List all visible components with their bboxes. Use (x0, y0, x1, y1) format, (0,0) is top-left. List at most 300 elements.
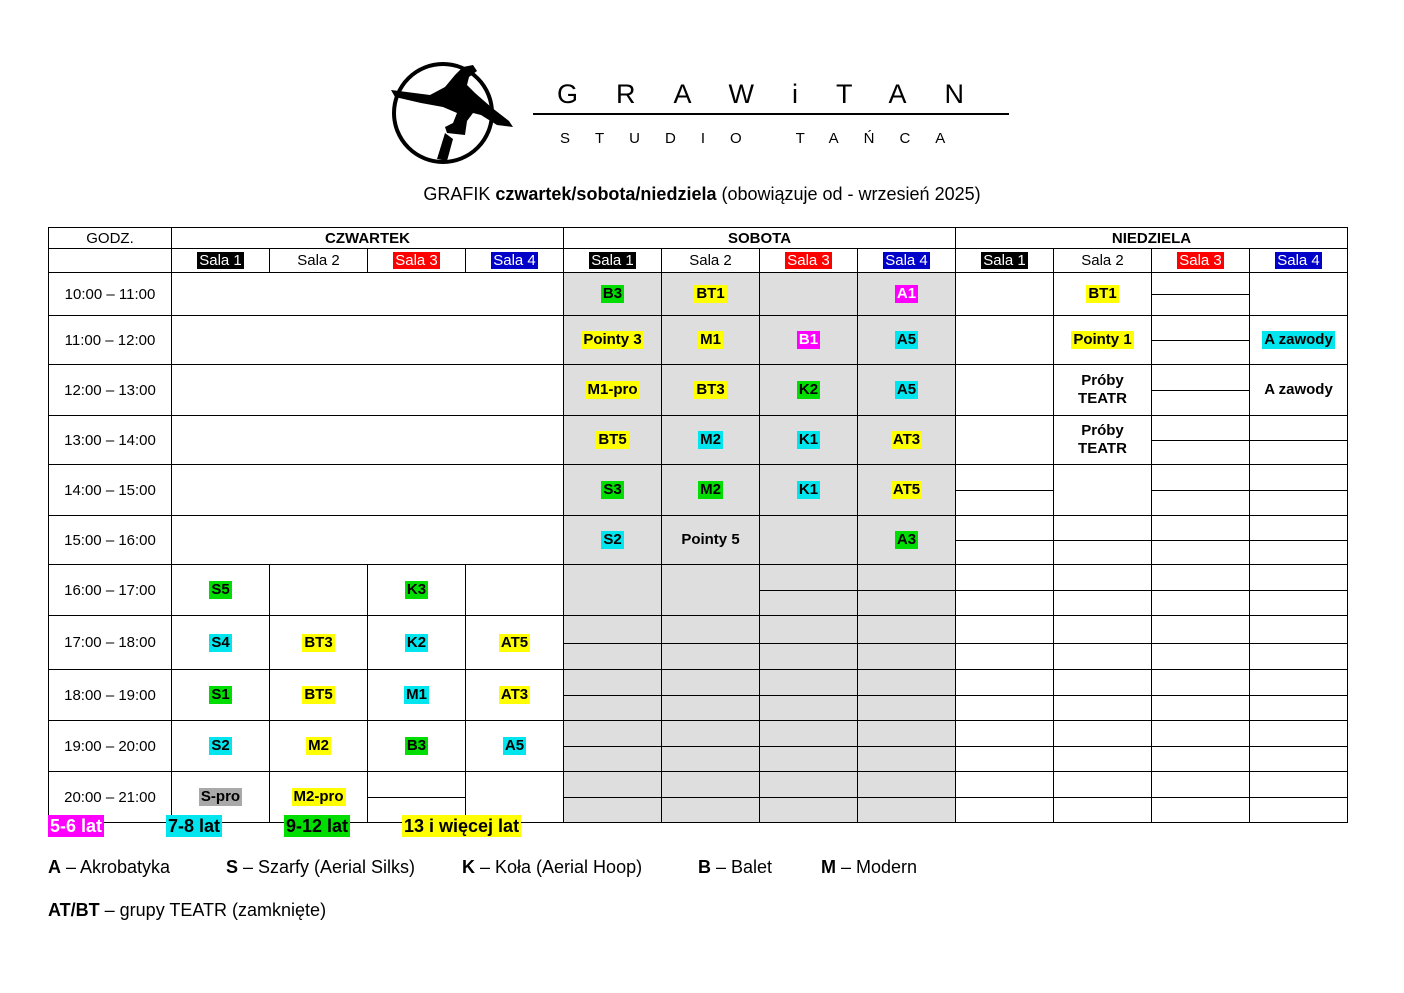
class-badge: K3 (406, 581, 427, 598)
age-9-12-badge: 9-12 lat (286, 816, 349, 836)
class-badge: Pointy 3 (583, 331, 642, 348)
schedule-cell (858, 616, 956, 670)
split-line (1054, 540, 1151, 541)
sala-label: Sala 1 (983, 252, 1026, 269)
split-line (564, 746, 661, 747)
split-cell (956, 772, 1053, 822)
schedule-cell (858, 772, 956, 823)
class-badge: BT5 (304, 686, 333, 703)
split-cell (1250, 670, 1347, 720)
legend-modern (821, 857, 917, 878)
schedule-cell (1054, 316, 1152, 365)
class-badge: AT3 (892, 431, 921, 448)
legend-teatr (48, 900, 326, 921)
split-line (1054, 746, 1151, 747)
sala-header-thursday-2 (270, 249, 368, 273)
schedule-cell (956, 772, 1054, 823)
schedule-cell (956, 465, 1054, 516)
split-cell (858, 565, 955, 615)
schedule-cell (956, 273, 1054, 316)
legend-code: K (462, 857, 475, 877)
split-cell (1152, 616, 1249, 669)
schedule-cell (662, 721, 760, 772)
schedule-cell (662, 670, 760, 721)
age-legend (48, 815, 748, 837)
split-cell (564, 670, 661, 720)
class-badge: Pointy 1 (1073, 331, 1132, 348)
class-badge: A5 (504, 737, 525, 754)
schedule-cell (1152, 465, 1250, 516)
schedule-cell (1250, 516, 1348, 565)
split-cell (1054, 670, 1151, 720)
schedule-cell (662, 316, 760, 365)
split-line (1152, 540, 1249, 541)
schedule-cell (1054, 365, 1152, 416)
schedule-cell (956, 616, 1054, 670)
split-line (956, 590, 1053, 591)
schedule-cell (564, 565, 662, 616)
split-line (1152, 643, 1249, 644)
schedule-cell (564, 465, 662, 516)
split-cell (662, 670, 759, 720)
schedule-cell (1250, 616, 1348, 670)
sala-header-saturday-4 (858, 249, 956, 273)
sala-header-empty (49, 249, 172, 273)
class-badge: A1 (896, 285, 917, 302)
split-cell (1250, 465, 1347, 515)
schedule-cell (760, 465, 858, 516)
sala-header-saturday-3 (760, 249, 858, 273)
schedule-cell (1250, 316, 1348, 365)
schedule-cell (1054, 670, 1152, 721)
schedule-table (48, 227, 1348, 823)
schedule-cell (466, 721, 564, 772)
schedule-cell (760, 772, 858, 823)
schedule-cell (956, 721, 1054, 772)
split-line (1250, 695, 1347, 696)
schedule-cell (760, 516, 858, 565)
split-cell (662, 721, 759, 771)
schedule-cell (662, 565, 760, 616)
schedule-cell (1250, 565, 1348, 616)
sala-header-thursday-3 (368, 249, 466, 273)
schedule-cell (662, 465, 760, 516)
split-cell (956, 616, 1053, 669)
title-prefix: GRAFIK (423, 184, 496, 204)
split-line (956, 797, 1053, 798)
schedule-cell (1152, 316, 1250, 365)
sala-header-thursday-1 (172, 249, 270, 273)
title-days: czwartek/sobota/niedziela (495, 184, 717, 204)
split-line (1250, 540, 1347, 541)
split-cell (1250, 721, 1347, 771)
class-badge: B3 (406, 737, 427, 754)
split-line (1152, 695, 1249, 696)
schedule-cell (172, 670, 270, 721)
schedule-cell (1152, 565, 1250, 616)
schedule-cell (1054, 516, 1152, 565)
table-row (49, 365, 1348, 416)
split-cell (1054, 616, 1151, 669)
table-row (49, 516, 1348, 565)
split-line (760, 797, 857, 798)
split-line (662, 695, 759, 696)
legend-code: S (226, 857, 239, 877)
split-line (858, 643, 955, 644)
schedule-cell (858, 516, 956, 565)
schedule-cell (1250, 273, 1348, 316)
schedule-cell (1054, 273, 1152, 316)
time-cell: 11:00 – 12:00 (49, 316, 172, 365)
sala-label: Sala 2 (1081, 252, 1124, 269)
time-cell: 16:00 – 17:00 (49, 565, 172, 616)
split-cell (956, 565, 1053, 615)
class-badge: BT5 (598, 431, 627, 448)
table-row (49, 565, 1348, 616)
schedule-cell (1054, 772, 1152, 823)
class-badge: B3 (602, 285, 623, 302)
table-row (49, 465, 1348, 516)
time-cell: 20:00 – 21:00 (49, 772, 172, 823)
split-line (956, 695, 1053, 696)
age-7-8-badge: 7-8 lat (168, 816, 221, 836)
schedule-cell (858, 416, 956, 465)
class-badge: A5 (896, 381, 917, 398)
split-line (956, 746, 1053, 747)
time-cell: 10:00 – 11:00 (49, 273, 172, 316)
schedule-cell (564, 416, 662, 465)
schedule-cell (466, 670, 564, 721)
schedule-cell (1054, 565, 1152, 616)
sala-label: Sala 3 (787, 252, 830, 269)
schedule-cell (564, 316, 662, 365)
class-badge: A3 (896, 531, 917, 548)
page-title (0, 184, 1404, 205)
split-cell (1152, 772, 1249, 822)
split-line (564, 695, 661, 696)
schedule-cell (172, 616, 270, 670)
schedule-cell (564, 516, 662, 565)
split-line (564, 643, 661, 644)
schedule-cell (1152, 273, 1250, 316)
split-line (858, 746, 955, 747)
class-badge: S1 (211, 686, 230, 703)
day-header-sunday: NIEDZIELA (956, 228, 1348, 249)
split-cell (1152, 565, 1249, 615)
split-cell (760, 670, 857, 720)
split-line (1054, 797, 1151, 798)
split-line (760, 643, 857, 644)
schedule-cell (466, 616, 564, 670)
class-badge: BT3 (304, 633, 333, 651)
schedule-cell (760, 273, 858, 316)
brand-subtitle: STUDIO TAŃCA (560, 130, 971, 147)
class-badge: S5 (211, 581, 230, 598)
class-badge: M1 (700, 331, 721, 348)
split-line (760, 590, 857, 591)
schedule-cell (564, 721, 662, 772)
sala-header-sunday-3 (1152, 249, 1250, 273)
class-badge: S-pro (200, 788, 241, 805)
schedule-cell (760, 565, 858, 616)
class-badge: M2 (308, 737, 329, 754)
class-badge: S2 (603, 531, 622, 548)
dancer-logo-icon (385, 55, 525, 170)
legend-text: – Szarfy (Aerial Silks) (238, 857, 416, 877)
split-line (1152, 797, 1249, 798)
split-line (1152, 440, 1249, 441)
class-badge: A5 (896, 331, 917, 348)
split-line (760, 695, 857, 696)
time-cell: 15:00 – 16:00 (49, 516, 172, 565)
table-row (49, 616, 1348, 670)
split-cell (662, 616, 759, 669)
split-cell (1152, 316, 1249, 364)
schedule-cell (1250, 670, 1348, 721)
split-line (956, 540, 1053, 541)
legend-szarfy (226, 857, 415, 878)
legend-kola (462, 857, 642, 878)
class-badge: Próby TEATR (1078, 422, 1127, 457)
schedule-cell (858, 670, 956, 721)
split-cell (1054, 721, 1151, 771)
schedule-cell (1152, 616, 1250, 670)
schedule-cell (858, 565, 956, 616)
split-cell (858, 721, 955, 771)
day-header-saturday: SOBOTA (564, 228, 956, 249)
sala-label: Sala 1 (199, 252, 242, 269)
split-cell (760, 565, 857, 615)
schedule-cell (858, 273, 956, 316)
split-cell (1152, 465, 1249, 515)
schedule-cell (956, 316, 1054, 365)
split-line (564, 797, 661, 798)
sala-header-saturday-2 (662, 249, 760, 273)
empty-block (172, 465, 564, 516)
legend-code: A (48, 857, 61, 877)
schedule-cell (1054, 616, 1152, 670)
legend-text: – Akrobatyka (61, 857, 171, 877)
class-badge: S4 (211, 633, 230, 651)
class-badge: AT5 (500, 633, 529, 651)
schedule-cell (466, 565, 564, 616)
schedule-cell (956, 670, 1054, 721)
schedule-cell (662, 365, 760, 416)
time-cell: 17:00 – 18:00 (49, 616, 172, 670)
split-cell (956, 670, 1053, 720)
schedule-cell (1152, 670, 1250, 721)
class-badge: S2 (211, 737, 230, 754)
class-badge: BT3 (696, 381, 725, 398)
split-cell (956, 721, 1053, 771)
split-cell (1152, 670, 1249, 720)
schedule-cell (956, 565, 1054, 616)
schedule-cell (1152, 721, 1250, 772)
time-cell: 12:00 – 13:00 (49, 365, 172, 416)
split-cell (858, 670, 955, 720)
class-badge: K1 (798, 431, 819, 448)
split-cell (1152, 516, 1249, 564)
class-badge: Próby TEATR (1078, 372, 1127, 407)
split-line (1152, 390, 1249, 391)
legend-code: AT/BT (48, 900, 100, 920)
split-line (1152, 746, 1249, 747)
time-cell: 13:00 – 14:00 (49, 416, 172, 465)
table-row (49, 316, 1348, 365)
schedule-cell (1250, 772, 1348, 823)
split-cell (956, 465, 1053, 515)
schedule-cell (1054, 721, 1152, 772)
schedule-cell (956, 365, 1054, 416)
class-badge: M1 (406, 686, 427, 703)
schedule-cell (172, 565, 270, 616)
schedule-cell (1250, 721, 1348, 772)
title-suffix: (obowiązuje od - wrzesień 2025) (716, 184, 981, 204)
table-row (49, 670, 1348, 721)
class-badge: AT3 (500, 686, 529, 703)
split-line (1054, 590, 1151, 591)
schedule-body (49, 273, 1348, 823)
split-line (662, 797, 759, 798)
table-row (49, 273, 1348, 316)
class-badge: AT5 (892, 481, 921, 498)
age-5-6-badge: 5-6 lat (50, 816, 103, 836)
split-cell (1250, 565, 1347, 615)
legend-text: – Koła (Aerial Hoop) (475, 857, 643, 877)
split-line (1152, 590, 1249, 591)
sala-label: Sala 2 (689, 252, 732, 269)
schedule-cell (270, 565, 368, 616)
sala-label: Sala 2 (297, 252, 340, 269)
schedule-cell (1250, 465, 1348, 516)
split-cell (858, 616, 955, 669)
class-badge: K1 (798, 481, 819, 498)
class-badge: M2 (700, 481, 721, 498)
schedule-cell (1054, 465, 1152, 516)
split-cell (1250, 772, 1347, 822)
sala-header-sunday-4 (1250, 249, 1348, 273)
split-cell (1250, 416, 1347, 464)
class-badge: K2 (798, 381, 819, 398)
split-cell (760, 616, 857, 669)
sala-header-saturday-1 (564, 249, 662, 273)
schedule-cell (760, 416, 858, 465)
split-line (1250, 746, 1347, 747)
split-cell (564, 721, 661, 771)
schedule-cell (956, 416, 1054, 465)
sala-header-row (49, 249, 1348, 273)
schedule-cell (858, 316, 956, 365)
split-line (858, 797, 955, 798)
table-row (49, 721, 1348, 772)
schedule-cell (270, 721, 368, 772)
split-line (1054, 695, 1151, 696)
sala-label: Sala 3 (1179, 252, 1222, 269)
schedule-cell (760, 316, 858, 365)
schedule-cell (270, 670, 368, 721)
split-line (956, 490, 1053, 491)
split-line (858, 590, 955, 591)
schedule-cell (760, 365, 858, 416)
split-line (1152, 340, 1249, 341)
schedule-cell (564, 365, 662, 416)
schedule-cell (270, 616, 368, 670)
split-line (1152, 490, 1249, 491)
class-badge: S3 (603, 481, 622, 498)
age-13-badge: 13 i więcej lat (404, 816, 520, 836)
brand-name: GRAWiTAN (557, 79, 1002, 109)
sala-header-sunday-2 (1054, 249, 1152, 273)
brand-divider (533, 113, 1009, 115)
schedule-cell (1054, 416, 1152, 465)
split-cell (956, 516, 1053, 564)
legend-text: – grupy TEATR (zamknięte) (99, 900, 327, 920)
schedule-cell (858, 365, 956, 416)
schedule-cell (564, 273, 662, 316)
schedule-cell (662, 416, 760, 465)
class-badge: A zawody (1264, 381, 1333, 398)
sala-header-sunday-1 (956, 249, 1054, 273)
split-cell (760, 721, 857, 771)
day-header-thursday: CZWARTEK (172, 228, 564, 249)
schedule-cell (858, 465, 956, 516)
legend-code: M (821, 857, 836, 877)
split-cell (1250, 516, 1347, 564)
legend-text: – Balet (711, 857, 773, 877)
schedule-cell (172, 721, 270, 772)
split-line (760, 746, 857, 747)
split-line (1152, 294, 1249, 295)
schedule-cell (368, 721, 466, 772)
legend-akrobatyka (48, 857, 170, 878)
split-cell (1152, 721, 1249, 771)
legend-code: B (698, 857, 711, 877)
sala-label: Sala 4 (493, 252, 536, 269)
split-cell (1250, 616, 1347, 669)
sala-label: Sala 4 (1277, 252, 1320, 269)
time-cell: 19:00 – 20:00 (49, 721, 172, 772)
schedule-cell (760, 721, 858, 772)
split-cell (564, 616, 661, 669)
split-line (858, 695, 955, 696)
split-cell (1054, 565, 1151, 615)
schedule-cell (368, 670, 466, 721)
split-line (662, 643, 759, 644)
split-cell (858, 772, 955, 822)
legend-balet (698, 857, 772, 878)
class-badge: BT1 (696, 285, 725, 302)
split-cell (760, 772, 857, 822)
split-line (956, 643, 1053, 644)
sala-label: Sala 3 (395, 252, 438, 269)
schedule-cell (1250, 365, 1348, 416)
sala-header-thursday-4 (466, 249, 564, 273)
schedule-cell (956, 516, 1054, 565)
schedule-cell (858, 721, 956, 772)
schedule-cell (368, 565, 466, 616)
empty-block (172, 516, 564, 565)
schedule-cell (1152, 365, 1250, 416)
class-badge: M2 (700, 431, 721, 448)
schedule-cell (1152, 416, 1250, 465)
empty-block (172, 316, 564, 365)
schedule-cell (1250, 416, 1348, 465)
schedule-cell (760, 670, 858, 721)
class-badge: BT1 (1088, 285, 1117, 302)
split-cell (1152, 416, 1249, 464)
split-line (1250, 797, 1347, 798)
schedule-cell (662, 516, 760, 565)
